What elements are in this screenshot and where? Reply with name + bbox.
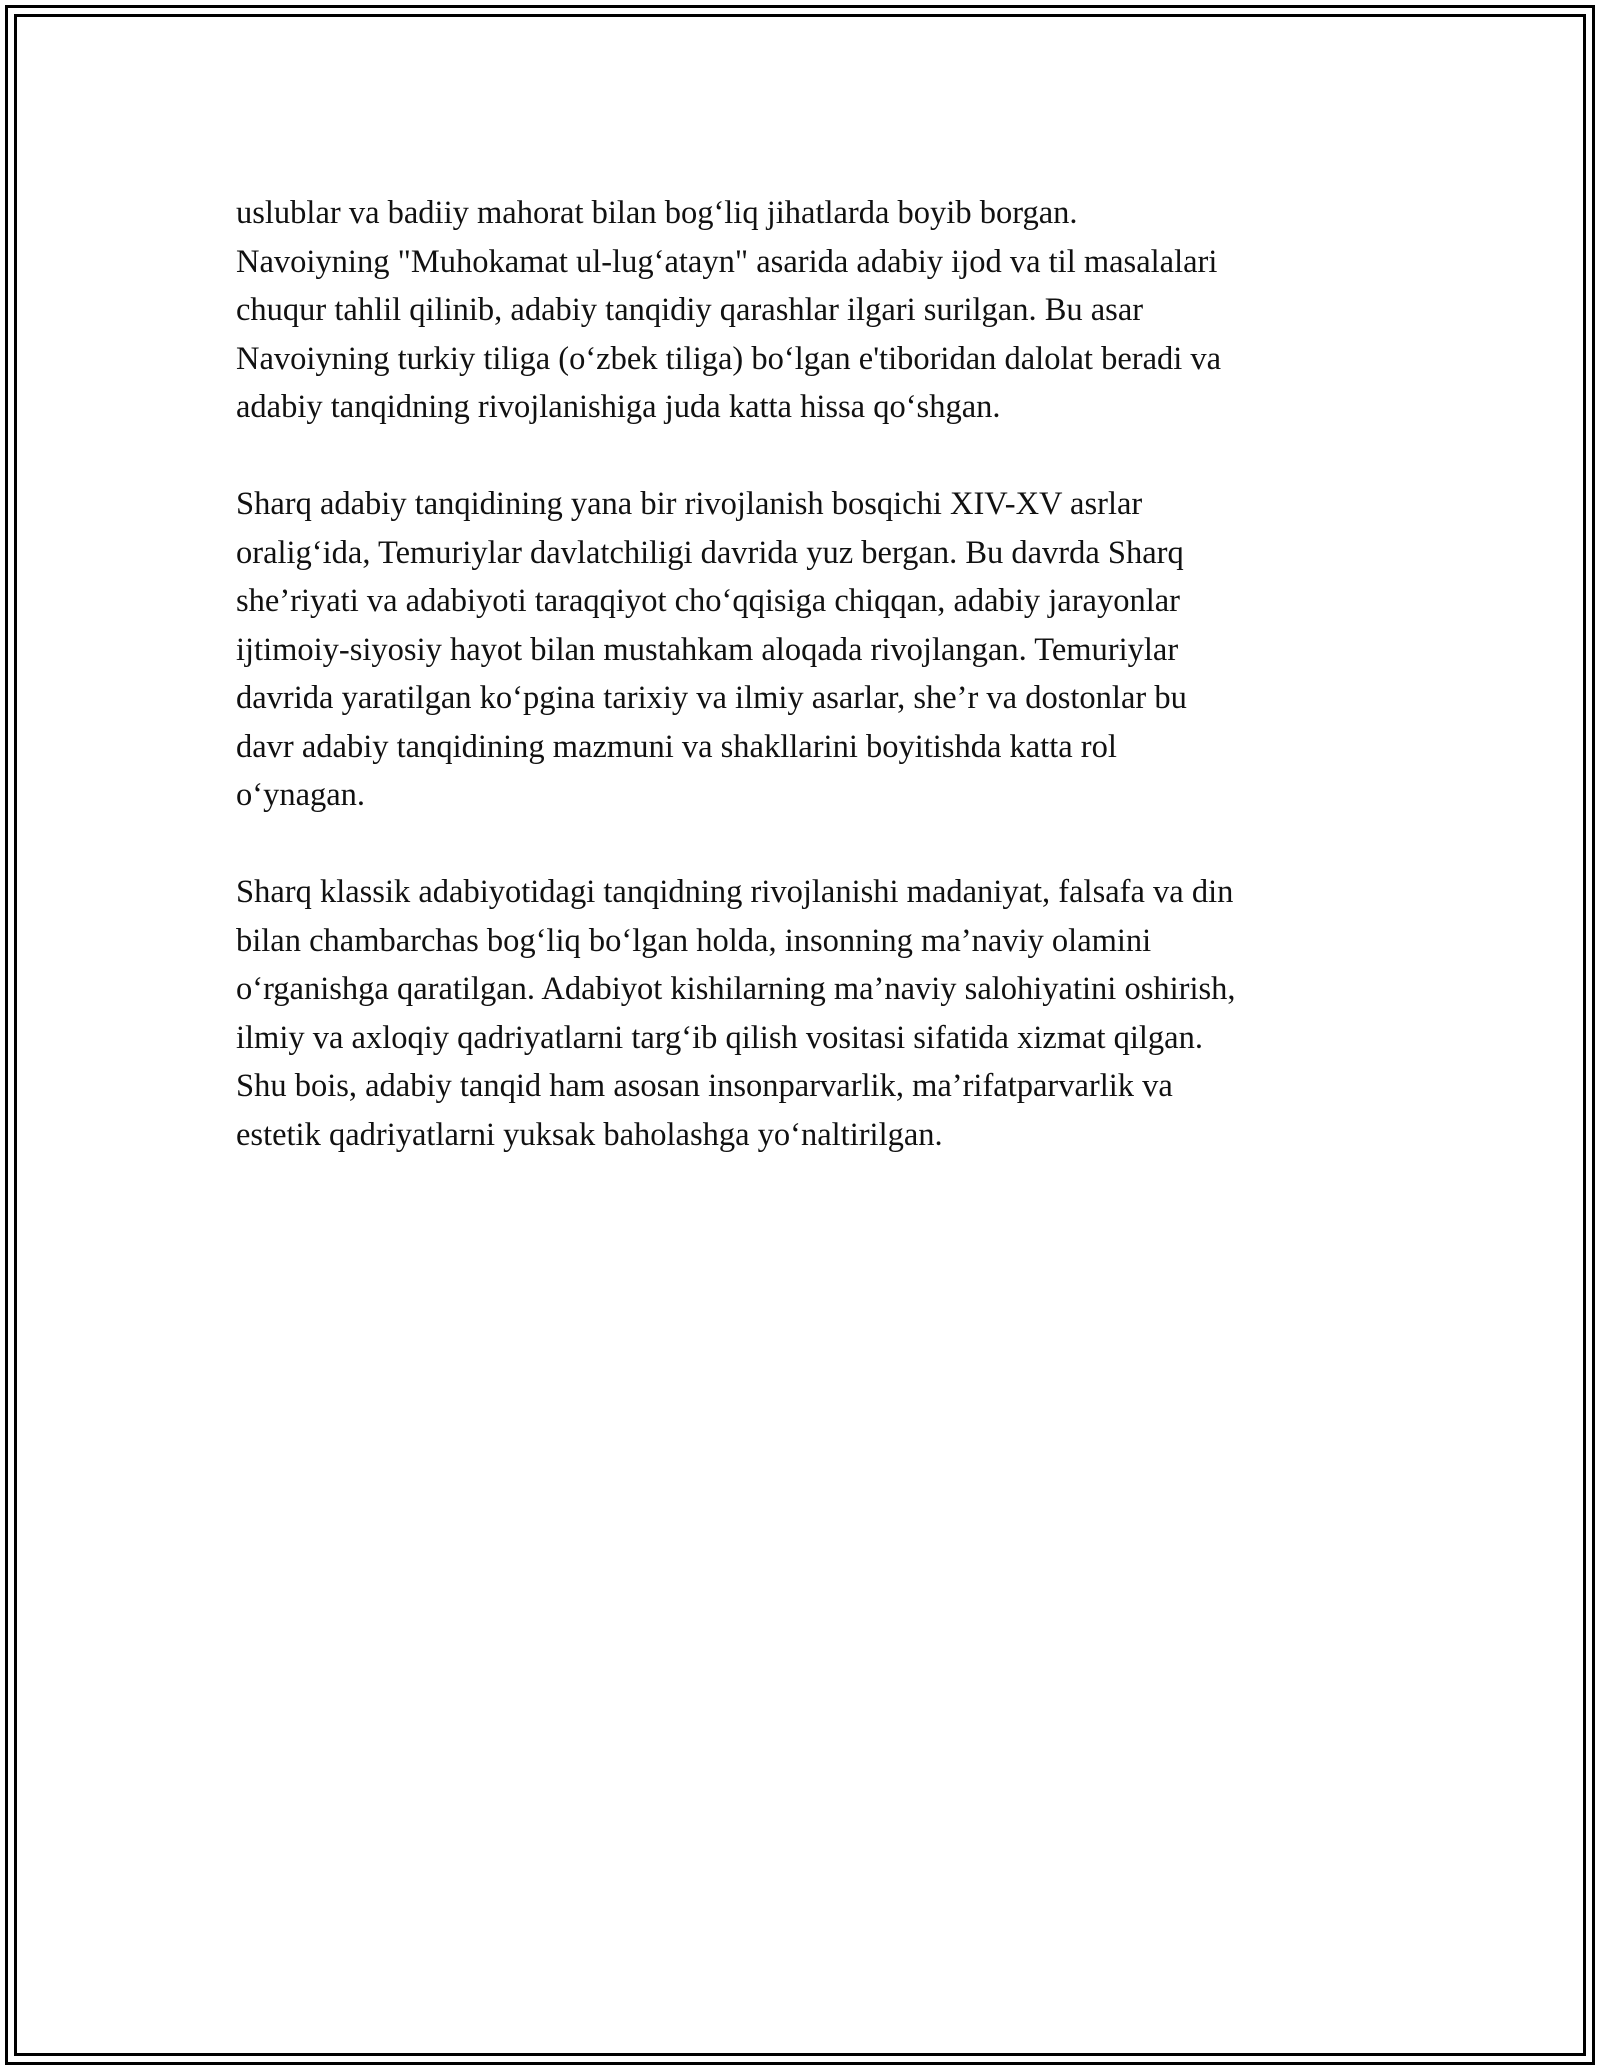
paragraph-sharq-klassik: Sharq klassik adabiyotidagi tanqidning rivojlanishi madaniyat, falsafa va din bilan chambarchas bog‘liq bo‘lgan holda, insonning ma’naviy olamini o‘rganishga qaratilgan. Adabiyot kishilarning ma’naviy salohiyatini oshirish, ilmiy va axloqiy qadriyatlarni targ‘ib qilish vositasi sifatida xizmat qilgan. Shu bois, adabiy tanqid ham asosan insonparvarlik, ma’rifatparvarlik va estetik qadriyatlarni yuksak baholashga yo‘naltirilgan. bbox=[236, 874, 1236, 1153]
document-body bbox=[236, 189, 1376, 1208]
paragraph-navoiy: uslublar va badiiy mahorat bilan bog‘liq jihatlarda boyib borgan. Navoiyning "Muhokamat ul-lug‘atayn" asarida adabiy ijod va til masalalari chuqur tahlil qilinib, adabiy tanqidiy qarashlar ilgari surilgan. Bu asar Navoiyning turkiy tiliga (o‘zbek tiliga) bo‘lgan e'tiboridan dalolat beradi va adabiy tanqidning rivojlanishiga juda katta hissa qo‘shgan. bbox=[236, 195, 1222, 425]
paragraph-temuriylar: Sharq adabiy tanqidining yana bir rivojlanish bosqichi XIV-XV asrlar oralig‘ida, Temuriylar davlatchiligi davrida yuz bergan. Bu davrda Sharq she’riyati va adabiyoti taraqqiyot cho‘qqisiga chiqqan, adabiy jarayonlar ijtimoiy-siyosiy hayot bilan mustahkam aloqada rivojlangan. Temuriylar davrida yaratilgan ko‘pgina tarixiy va ilmiy asarlar, she’r va dostonlar bu davr adabiy tanqidining mazmuni va shakllarini boyitishda katta rol o‘ynagan. bbox=[236, 486, 1187, 813]
